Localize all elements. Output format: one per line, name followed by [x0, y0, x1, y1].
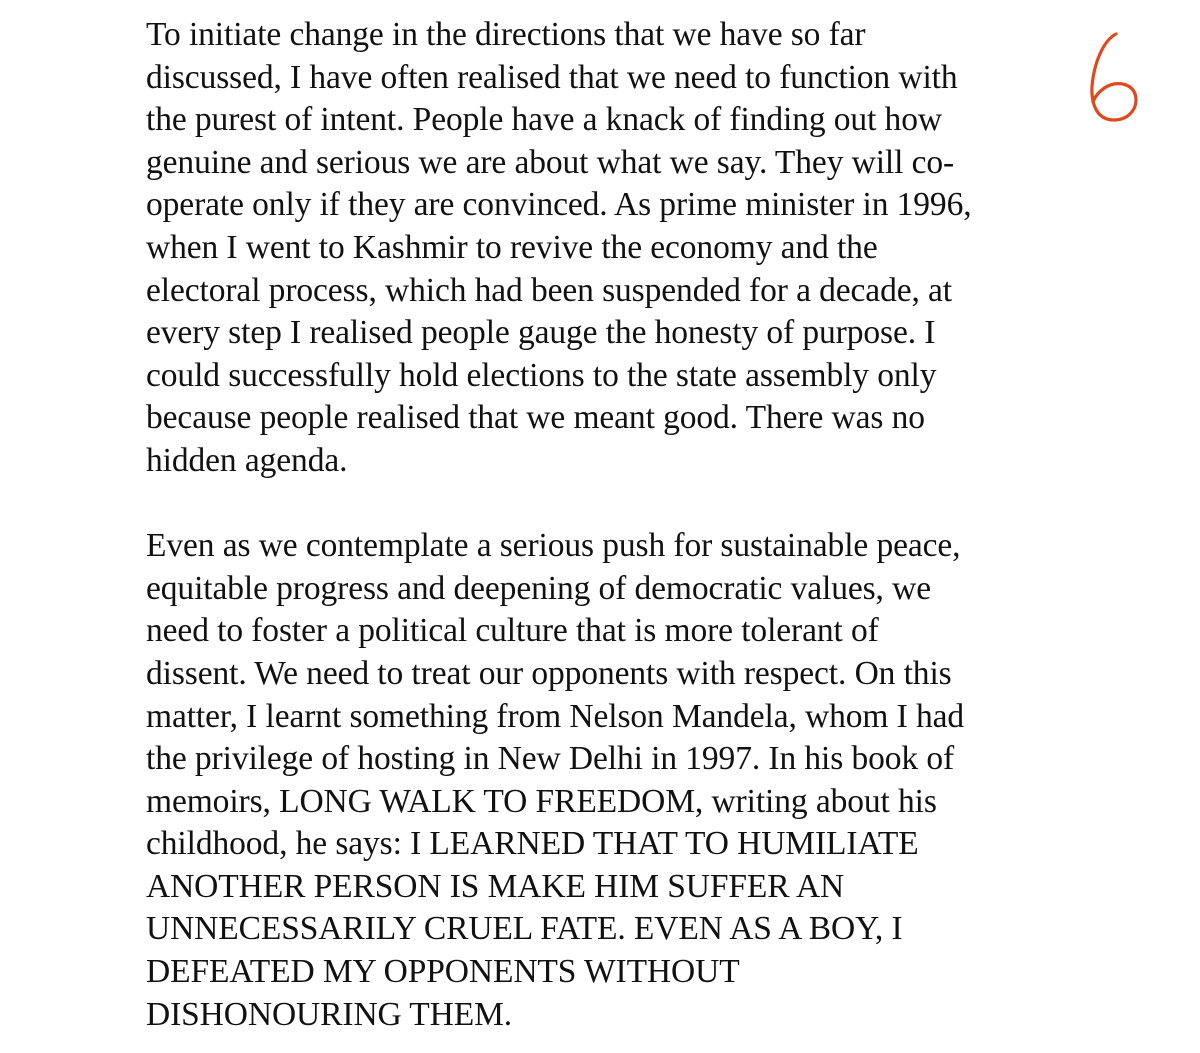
text-line: need to foster a political culture that is more tolerant of: [146, 612, 879, 650]
text-line: every step I realised people gauge the honesty of purpose. I: [146, 314, 936, 352]
text-line: ANOTHER PERSON IS MAKE HIM SUFFER AN: [146, 867, 845, 905]
text-line: hidden agenda.: [146, 441, 348, 479]
text-line: matter, I learnt something from Nelson Mandela, whom I had: [146, 697, 965, 735]
text-line: the purest of intent. People have a knack of finding out how: [146, 101, 942, 139]
paragraph-spacer: [146, 483, 1146, 526]
text-line: because people realised that we meant good. There was no: [146, 399, 925, 437]
text-line: could successfully hold elections to the state assembly only: [146, 356, 937, 394]
text-line: To initiate change in the directions that we have so far: [146, 16, 866, 53]
text-line: when I went to Kashmir to revive the economy and the: [146, 228, 878, 266]
text-line: DEFEATED MY OPPONENTS WITHOUT: [146, 953, 740, 991]
text-line: operate only if they are convinced. As prime minister in 1996,: [146, 186, 972, 224]
paragraph-2: [146, 525, 1146, 1036]
text-line: DISHONOURING THEM.: [146, 995, 513, 1033]
text-line: childhood, he says: I LEARNED THAT TO HUMILIATE: [146, 825, 919, 863]
text-line: electoral process, which had been suspended for a decade, at: [146, 271, 953, 309]
text-line: UNNECESSARILY CRUEL FATE. EVEN AS A BOY, I: [146, 910, 903, 948]
paragraph-1: [146, 14, 1146, 483]
text-line: discussed, I have often realised that we need to function with: [146, 58, 958, 96]
document-page: [146, 14, 1146, 1036]
text-line: memoirs, LONG WALK TO FREEDOM, writing about his: [146, 782, 937, 820]
handwritten-page-number: [1080, 28, 1150, 128]
text-line: the privilege of hosting in New Delhi in 1997. In his book of: [146, 740, 955, 778]
text-line: genuine and serious we are about what we say. They will co-: [146, 143, 955, 181]
text-line: dissent. We need to treat our opponents with respect. On this: [146, 654, 952, 692]
text-line: Even as we contemplate a serious push for sustainable peace,: [146, 527, 961, 565]
text-line: equitable progress and deepening of democratic values, we: [146, 569, 931, 607]
